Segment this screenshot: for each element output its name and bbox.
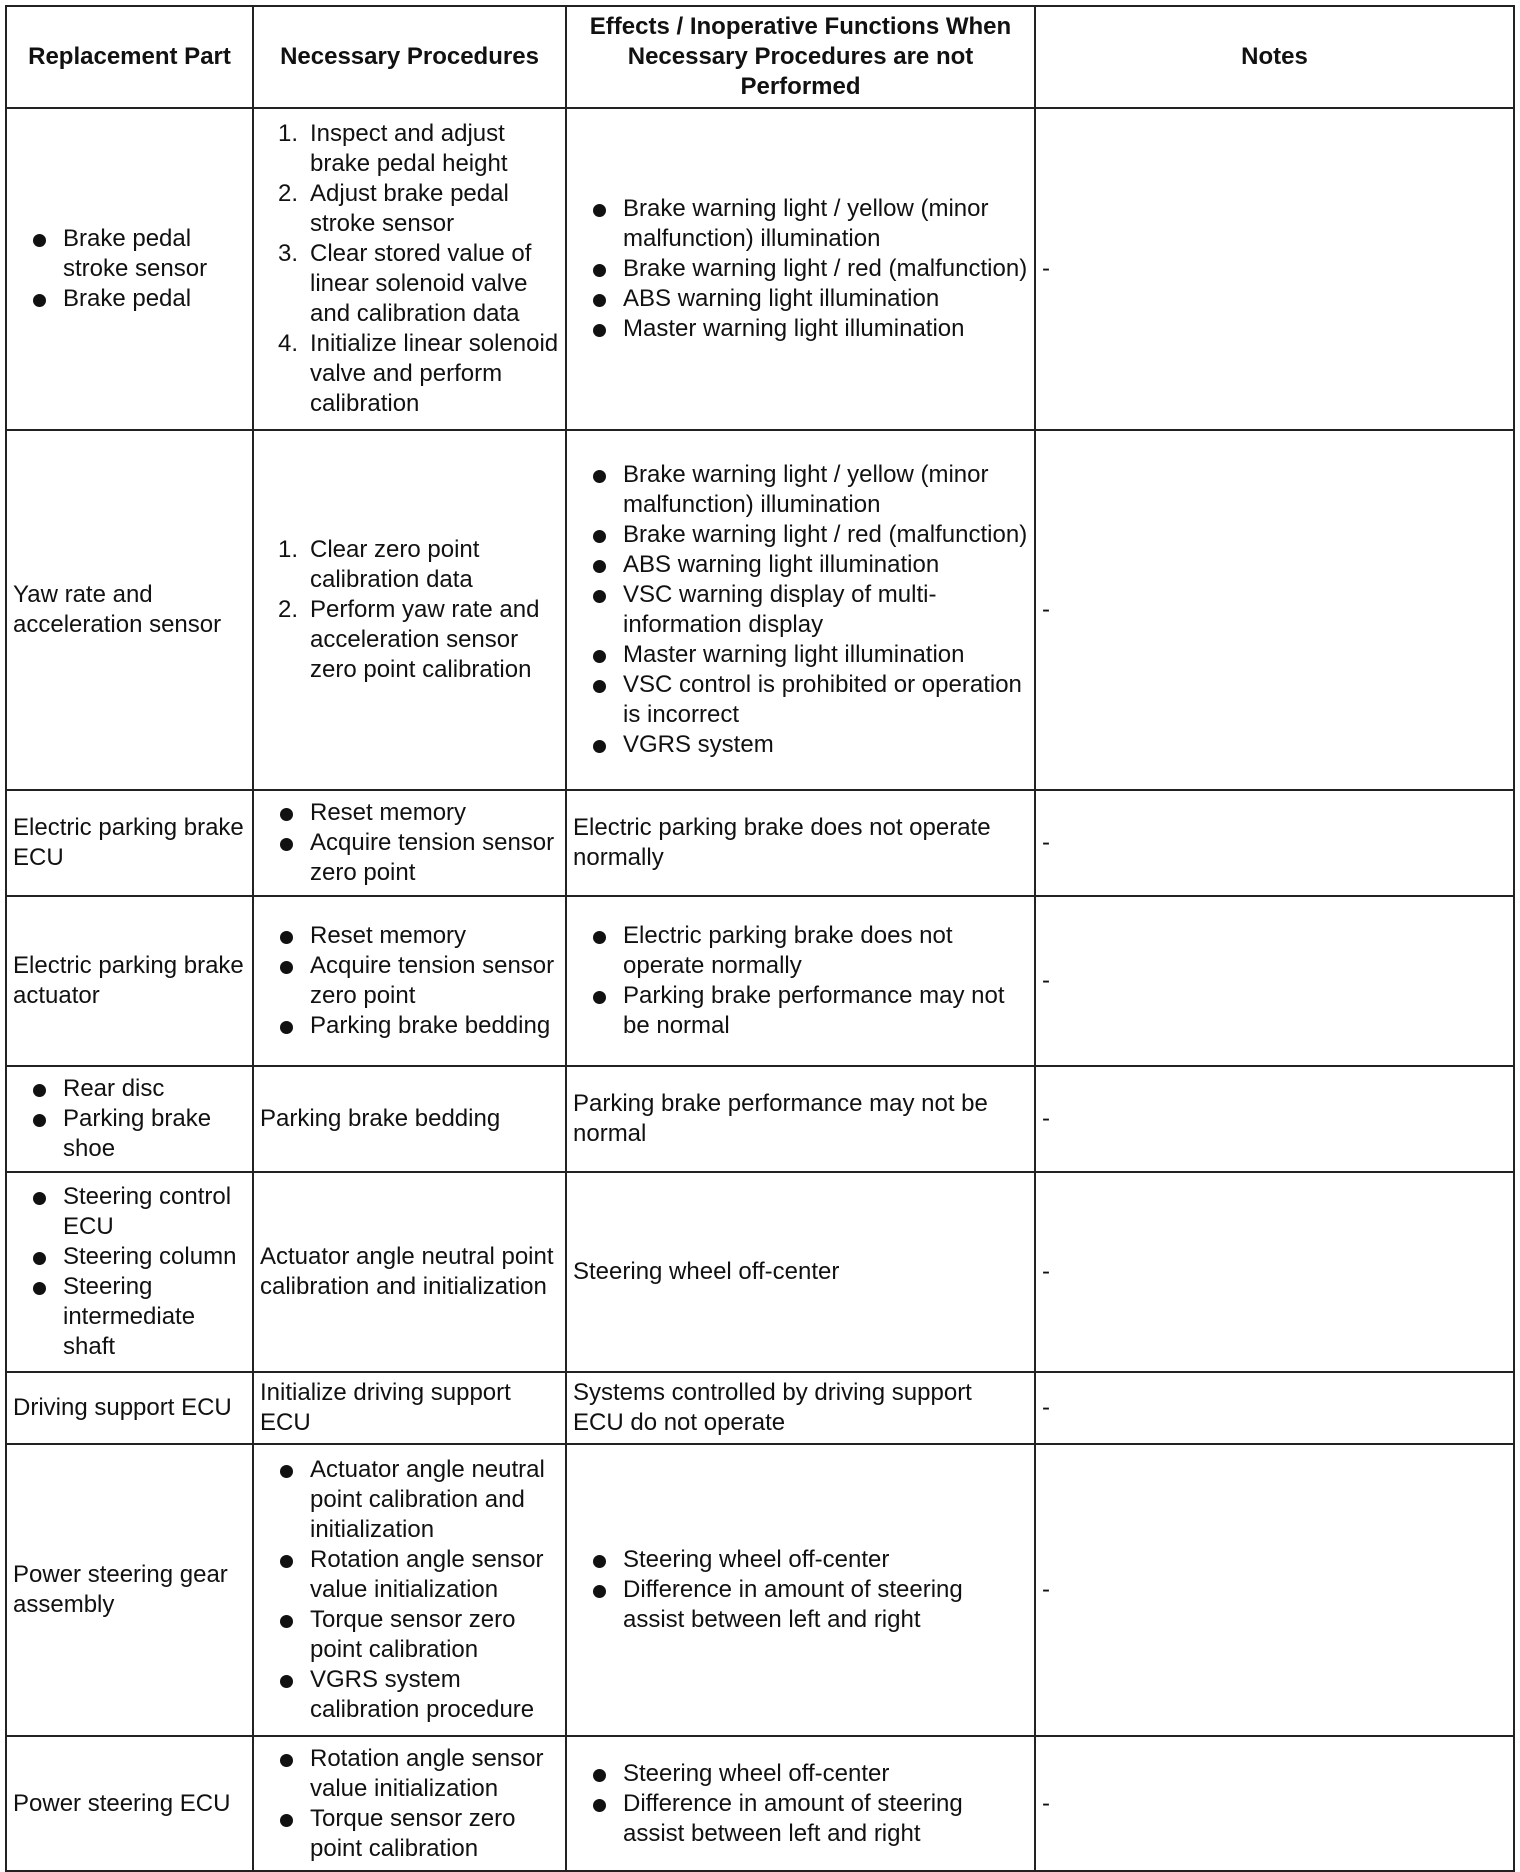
list-item: Rear disc: [13, 1074, 246, 1104]
list-item: Steering wheel off-center: [573, 1545, 1028, 1575]
list-item: Brake warning light / red (malfunction): [573, 254, 1028, 284]
cell-part: [6, 1444, 253, 1736]
cell-text: Parking brake bedding: [260, 1105, 501, 1132]
list-item: Adjust brake pedal stroke sensor: [310, 180, 509, 237]
cell-notes: [1035, 430, 1514, 790]
list-item: Rotation angle sensor value initialization: [260, 1545, 559, 1605]
bullet-list: [573, 1759, 1028, 1849]
cell-effects: [566, 1172, 1035, 1372]
cell-effects: [566, 1066, 1035, 1172]
cell-procedures: [253, 1736, 566, 1871]
header-replacement-part: Replacement Part: [6, 6, 253, 108]
cell-text: -: [1042, 596, 1050, 623]
cell-effects: [566, 896, 1035, 1066]
cell-procedures: [253, 108, 566, 430]
cell-text: -: [1042, 1105, 1050, 1132]
cell-text: -: [1042, 255, 1050, 282]
list-item: VSC control is prohibited or operation is incorrect: [573, 670, 1028, 730]
list-item: Inspect and adjust brake pedal height: [310, 120, 508, 177]
list-item: ABS warning light illumination: [573, 284, 1028, 314]
cell-notes: [1035, 896, 1514, 1066]
cell-text: -: [1042, 829, 1050, 856]
cell-text: -: [1042, 1576, 1050, 1603]
list-item: Brake warning light / red (malfunction): [573, 520, 1028, 550]
list-item: Master warning light illumination: [573, 640, 1028, 670]
cell-procedures: [253, 1066, 566, 1172]
cell-notes: [1035, 1444, 1514, 1736]
list-item: Brake warning light / yellow (minor malfunction) illumination: [573, 460, 1028, 520]
bullet-list: [573, 1545, 1028, 1635]
bullet-list: [260, 921, 559, 1041]
list-item: ABS warning light illumination: [573, 550, 1028, 580]
cell-procedures: [253, 790, 566, 896]
bullet-list: [573, 194, 1028, 344]
bullet-list: [13, 1182, 246, 1362]
cell-part: [6, 790, 253, 896]
cell-text: Initialize driving support ECU: [260, 1379, 511, 1436]
table-row: [6, 108, 1514, 430]
header-notes: Notes: [1035, 6, 1514, 108]
cell-text: Electric parking brake ECU: [13, 814, 244, 871]
list-item: Parking brake performance may not be normal: [573, 981, 1028, 1041]
list-item: Torque sensor zero point calibration: [260, 1804, 559, 1864]
cell-part: [6, 896, 253, 1066]
list-item: Actuator angle neutral point calibration and initialization: [260, 1455, 559, 1545]
cell-part: [6, 430, 253, 790]
cell-text: Parking brake performance may not be normal: [573, 1090, 988, 1147]
cell-part: [6, 1736, 253, 1871]
cell-text: -: [1042, 1258, 1050, 1285]
cell-text: Steering wheel off-center: [573, 1258, 840, 1285]
cell-text: Electric parking brake does not operate normally: [573, 814, 991, 871]
list-item: Parking brake shoe: [13, 1104, 246, 1164]
cell-procedures: [253, 1444, 566, 1736]
list-item: Electric parking brake does not operate normally: [573, 921, 1028, 981]
cell-text: -: [1042, 967, 1050, 994]
cell-text: -: [1042, 1394, 1050, 1421]
numbered-list: [260, 119, 559, 419]
cell-effects: [566, 1372, 1035, 1444]
cell-text: -: [1042, 1789, 1050, 1817]
cell-effects: [566, 1444, 1035, 1736]
list-item: Steering intermediate shaft: [13, 1272, 246, 1362]
list-item: Torque sensor zero point calibration: [260, 1605, 559, 1665]
table-row: [6, 790, 1514, 896]
list-item: Difference in amount of steering assist between left and right: [573, 1789, 1028, 1849]
list-item: Steering column: [13, 1242, 246, 1272]
table-row: [6, 1066, 1514, 1172]
header-necessary-procedures: Necessary Procedures: [253, 6, 566, 108]
list-item: Brake pedal stroke sensor: [13, 224, 246, 284]
bullet-list: [13, 1074, 246, 1164]
cell-text: Electric parking brake actuator: [13, 952, 244, 1009]
cell-procedures: [253, 430, 566, 790]
cell-notes: [1035, 1172, 1514, 1372]
table-row: [6, 1172, 1514, 1372]
cell-text: Power steering ECU: [13, 1789, 231, 1817]
table-row: [6, 896, 1514, 1066]
list-item: Reset memory: [260, 921, 559, 951]
cell-text: Driving support ECU: [13, 1394, 232, 1421]
list-item: Perform yaw rate and acceleration sensor zero point calibration: [310, 596, 540, 683]
cell-notes: [1035, 1372, 1514, 1444]
list-item: Brake pedal: [13, 284, 246, 314]
table-row: [6, 1736, 1514, 1871]
bullet-list: [13, 224, 246, 314]
cell-effects: [566, 790, 1035, 896]
cell-part: [6, 1172, 253, 1372]
cell-effects: [566, 1736, 1035, 1871]
bullet-list: [260, 798, 559, 888]
list-item: Rotation angle sensor value initialization: [260, 1744, 559, 1804]
list-item: Reset memory: [260, 798, 559, 828]
list-item: Master warning light illumination: [573, 314, 1028, 344]
list-item: Clear stored value of linear solenoid valve and calibration data: [310, 240, 532, 327]
cell-text: Yaw rate and acceleration sensor: [13, 581, 222, 638]
list-item: Clear zero point calibration data: [310, 536, 480, 593]
header-row: [6, 6, 1514, 108]
table-row: [6, 1372, 1514, 1444]
cell-text: Actuator angle neutral point calibration and initialization: [260, 1243, 554, 1300]
cell-part: [6, 1066, 253, 1172]
cell-text: Power steering gear assembly: [13, 1561, 228, 1618]
list-item: Brake warning light / yellow (minor malfunction) illumination: [573, 194, 1028, 254]
list-item: Parking brake bedding: [260, 1011, 559, 1041]
numbered-list: [260, 535, 559, 685]
table-row: [6, 430, 1514, 790]
cell-notes: [1035, 1736, 1514, 1871]
cell-part: [6, 1372, 253, 1444]
table-row: [6, 1444, 1514, 1736]
list-item: Acquire tension sensor zero point: [260, 828, 559, 888]
list-item: Steering control ECU: [13, 1182, 246, 1242]
list-item: Acquire tension sensor zero point: [260, 951, 559, 1011]
list-item: VGRS system calibration procedure: [260, 1665, 559, 1725]
cell-effects: [566, 108, 1035, 430]
list-item: Steering wheel off-center: [573, 1759, 1028, 1789]
cell-text: Systems controlled by driving support ECU do not operate: [573, 1379, 972, 1436]
header-effects: Effects / Inoperative Functions When Necessary Procedures are not Performed: [566, 6, 1035, 108]
list-item: Initialize linear solenoid valve and perform calibration: [310, 330, 559, 417]
cell-notes: [1035, 790, 1514, 896]
cell-effects: [566, 430, 1035, 790]
bullet-list: [260, 1744, 559, 1864]
cell-procedures: [253, 1172, 566, 1372]
bullet-list: [260, 1455, 559, 1725]
cell-procedures: [253, 896, 566, 1066]
cell-notes: [1035, 108, 1514, 430]
list-item: Difference in amount of steering assist between left and right: [573, 1575, 1028, 1635]
cell-procedures: [253, 1372, 566, 1444]
cell-notes: [1035, 1066, 1514, 1172]
bullet-list: [573, 460, 1028, 760]
bullet-list: [573, 921, 1028, 1041]
cell-part: [6, 108, 253, 430]
procedures-table: [5, 5, 1515, 1872]
list-item: VSC warning display of multi-information display: [573, 580, 1028, 640]
list-item: VGRS system: [573, 730, 1028, 760]
